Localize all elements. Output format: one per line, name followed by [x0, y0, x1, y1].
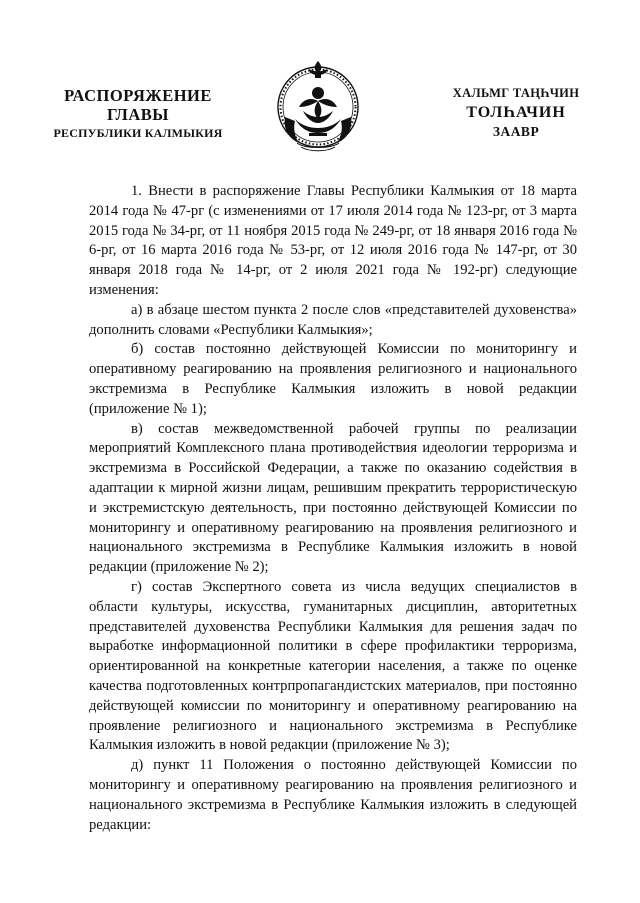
kalmykia-coat-of-arms-icon	[273, 57, 363, 155]
paragraph-item-1: 1. Внести в распоряжение Главы Республики Калмыкия от 18 марта 2014 года № 47-рг (с изменениями от 17 июля 2014 года № 123-рг, от 3 марта 2015 года № 34-рг, от 11 ноября 2015 года № 249-рг, от 18 января 2016 года № 6-рг, от 16 марта 2016 года № 53-рг, от 12 июля 2016 года № 147-рг, от 30 января 2018 года № 14-рг, от 2 июля 2021 года № 192-рг) следующие изменения:	[89, 183, 577, 298]
header-left-block	[40, 86, 236, 143]
paragraph-item-d: д) пункт 11 Положения о постоянно действующей Комиссии по мониторингу и оперативному реагированию на проявления религиозного и национального экстремизма в Республике Калмыкия изложить в следующей редакции:	[89, 757, 577, 833]
header-right-doc-type: ЗААВР	[492, 124, 540, 139]
header-left-subtitle: ГЛАВЫ	[107, 105, 169, 124]
paragraph-item-v: в) состав межведомственной рабочей группы по реализации мероприятий Комплексного плана противодействия идеологии терроризма и экстремизма в Российской Федерации, а также по оказанию содействия в адаптации к мирной жизни лицам, решившим прекратить террористическую и экстремистскую деятельность, при постоянно действующей Комиссии по мониторингу и оперативному реагированию на проявления религиозного и национального экстремизма в Республике Калмыкия изложить в новой редакции (приложение № 2);	[89, 420, 577, 576]
paragraph-item-a: а) в абзаце шестом пункта 2 после слов «представителей духовенства» дополнить словами «Республики Калмыкия»;	[89, 301, 577, 338]
header-right-subtitle: ТОЛҺАЧИН	[466, 104, 566, 121]
header-right-title: ХАЛЬМГ ТАҢҺЧИН	[452, 86, 580, 100]
header-right-block	[424, 84, 608, 141]
header-left-region: РЕСПУБЛИКИ КАЛМЫКИЯ	[53, 126, 223, 140]
header-left-title: РАСПОРЯЖЕНИЕ	[64, 86, 212, 105]
paragraph-item-b: б) состав постоянно действующей Комиссии по мониторингу и оперативному реагированию на проявления религиозного и национального экстремизма в Республике Калмыкия изложить в новой редакции (приложение № 1);	[89, 341, 577, 417]
document-body	[89, 182, 577, 835]
paragraph-item-g: г) состав Экспертного совета из числа ведущих специалистов в области культуры, искусства, гуманитарных дисциплин, авторитетных представителей духовенства Республики Калмыкия для решения задач по выработке информационной политики в сфере профилактики терроризма, ориентированной на конкретные категории населения, а также по оценке качества подготовленных контрпропагандистских материалов, при постоянно действующей комиссии по мониторингу и оперативному реагированию на проявление религиозного и национального экстремизма в Республике Калмыкия изложить в новой редакции (приложение № 3);	[89, 578, 577, 754]
